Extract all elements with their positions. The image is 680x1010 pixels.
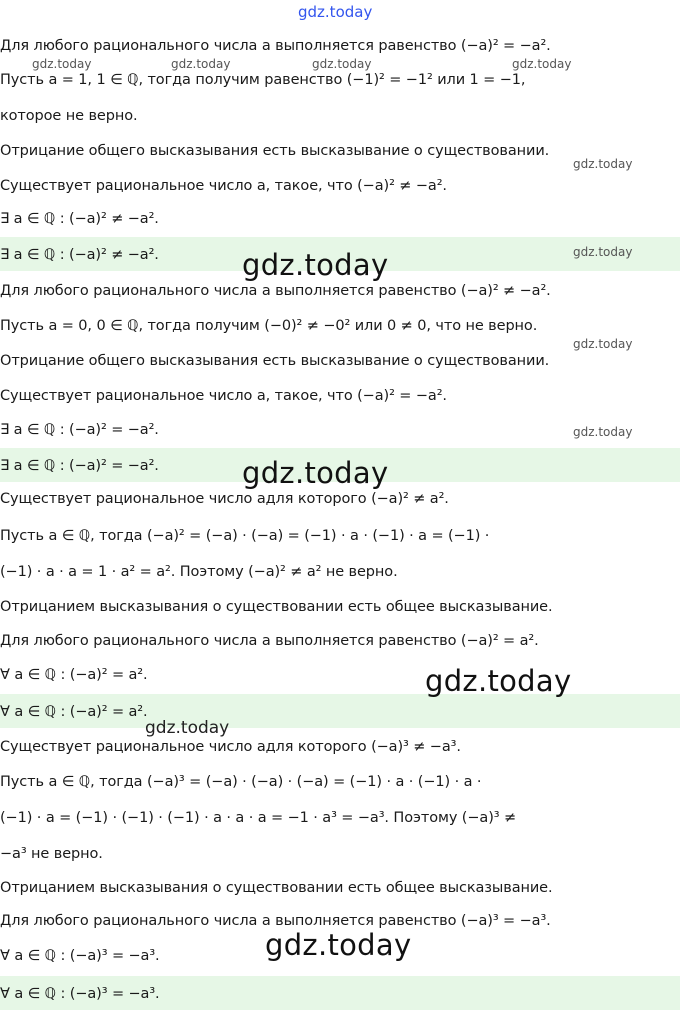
watermark-big: gdz.today (242, 248, 389, 282)
watermark-small: gdz.today (573, 425, 633, 439)
text-line: Существует рациональное число a, такое, что (−a)² ≠ −a². (0, 178, 447, 194)
answer-line: ∀ a ∈ ℚ : (−a)³ = −a³. (0, 986, 160, 1002)
watermark-small: gdz.today (32, 57, 92, 71)
text-line: ∃ a ∈ ℚ : (−a)² = −a². (0, 422, 159, 438)
watermark-small: gdz.today (573, 337, 633, 351)
watermark-small: gdz.today (573, 245, 633, 259)
text-line: Пусть a ∈ ℚ, тогда (−a)² = (−a) · (−a) = (−1) · a · (−1) · a = (−1) · (0, 528, 490, 544)
text-line: Пусть a = 0, 0 ∈ ℚ, тогда получим (−0)² ≠ −0² или 0 ≠ 0, что не верно. (0, 318, 538, 334)
text-line: Существует рациональное число a, такое, что (−a)² = −a². (0, 388, 447, 404)
text-line: Для любого рационального числа a выполняется равенство (−a)² ≠ −a². (0, 283, 551, 299)
text-line: (−1) · a = (−1) · (−1) · (−1) · a · a · a = −1 · a³ = −a³. Поэтому (−a)³ ≠ (0, 810, 517, 826)
watermark-small: gdz.today (171, 57, 231, 71)
text-line: ∃ a ∈ ℚ : (−a)² ≠ −a². (0, 211, 159, 227)
text-line: Для любого рационального числа a выполняется равенство (−a)³ = −a³. (0, 913, 551, 929)
watermark-small: gdz.today (145, 718, 230, 738)
watermark-small: gdz.today (312, 57, 372, 71)
text-line: ∀ a ∈ ℚ : (−a)³ = −a³. (0, 948, 160, 964)
watermark-small: gdz.today (573, 157, 633, 171)
text-line: −a³ не верно. (0, 846, 103, 862)
text-line: Отрицание общего высказывания есть высказывание о существовании. (0, 143, 550, 159)
text-line: Отрицанием высказывания о существовании есть общее высказывание. (0, 599, 553, 615)
text-line: Отрицание общего высказывания есть высказывание о существовании. (0, 353, 550, 369)
text-line: (−1) · a · a = 1 · a² = a². Поэтому (−a)² ≠ a² не верно. (0, 564, 398, 580)
answer-line: ∃ a ∈ ℚ : (−a)² ≠ −a². (0, 247, 159, 263)
text-line: Пусть a = 1, 1 ∈ ℚ, тогда получим равенство (−1)² = −1² или 1 = −1, (0, 72, 526, 88)
text-line: Для любого рационального числа a выполняется равенство (−a)² = −a². (0, 38, 551, 54)
watermark-top: gdz.today (298, 3, 373, 21)
text-line: которое не верно. (0, 108, 138, 124)
text-line: Для любого рационального числа a выполняется равенство (−a)² = a². (0, 633, 539, 649)
watermark-small: gdz.today (512, 57, 572, 71)
answer-line: ∃ a ∈ ℚ : (−a)² = −a². (0, 458, 159, 474)
text-line: Существует рациональное число aдля которого (−a)³ ≠ −a³. (0, 739, 461, 755)
text-line: Отрицанием высказывания о существовании есть общее высказывание. (0, 880, 553, 896)
watermark-big: gdz.today (425, 664, 572, 698)
watermark-big: gdz.today (265, 928, 412, 962)
text-line: ∀ a ∈ ℚ : (−a)² = a². (0, 667, 148, 683)
text-line: Пусть a ∈ ℚ, тогда (−a)³ = (−a) · (−a) · (−a) = (−1) · a · (−1) · a · (0, 774, 482, 790)
watermark-big: gdz.today (242, 456, 389, 490)
answer-line: ∀ a ∈ ℚ : (−a)² = a². (0, 704, 148, 720)
text-line: Существует рациональное число aдля которого (−a)² ≠ a². (0, 491, 449, 507)
